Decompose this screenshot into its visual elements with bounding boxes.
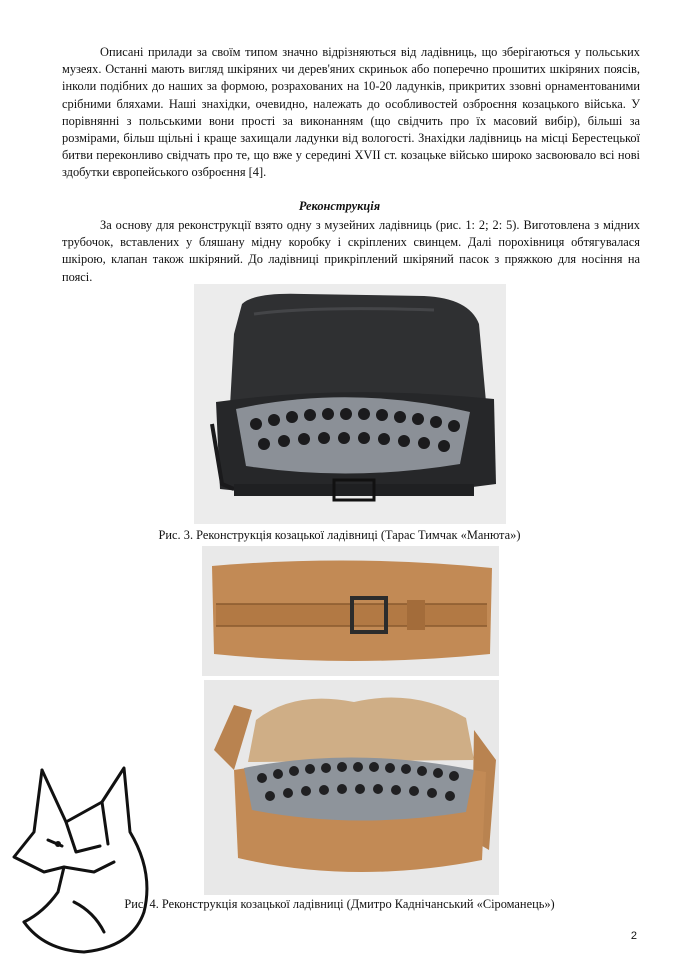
section-heading: Реконструкція — [298, 199, 381, 213]
figure-3-photo — [194, 284, 506, 524]
paragraph-1: Описані прилади за своїм типом значно відрізняються від ладівниць, що зберігаються у польських музеях. Останні мають вигляд шкіряних чи дерев'яних скриньок або поперечно прошитих шкіряних поясів, інколи подібних до наших за формою, розрахованих на 10-20 ладунків, прикритих ззовні орнаментованими срібними бляхами. Наші знахідки, очевидно, належать до особливостей озброєння козацького війська. У порівнянні з польськими вони прості за виконанням (що свідчить про їх масовий вибір), більші за розмірами, більш щільні і краще захищали ладунки від вологості. Знахідки ладівниць на місці Берестецької битви переконливо свідчать про те, що вже у середині XVII ст. козацьке військо широко засвоювало всі нові здобутки європейського озброєння [4]. — [62, 45, 640, 180]
paragraph-2: За основу для реконструкції взято одну з музейних ладівниць (рис. 1: 2; 2: 5). Виготовлена з мідних трубочок, вставлених у бляшану мідну коробку і скріплених свинцем. Далі порохівниця обтягувалася шкірою, клапан також шкіряний. До ладівниці прикріплений шкіряний пасок з пряжкою для носіння на поясі. — [62, 218, 640, 284]
figure-4-photo-top — [202, 546, 499, 676]
page-number: 2 — [630, 930, 637, 942]
figure-4-photo-open — [204, 680, 499, 895]
figure-4-caption: Рис. 4. Реконструкція козацької ладівниці (Дмитро Каднічанський «Сіроманець») — [124, 897, 555, 911]
figure-3-caption: Рис. 3. Реконструкція козацької ладівниці (Тарас Тимчак «Манюта») — [158, 528, 521, 542]
wolf-logo-icon — [4, 762, 164, 957]
